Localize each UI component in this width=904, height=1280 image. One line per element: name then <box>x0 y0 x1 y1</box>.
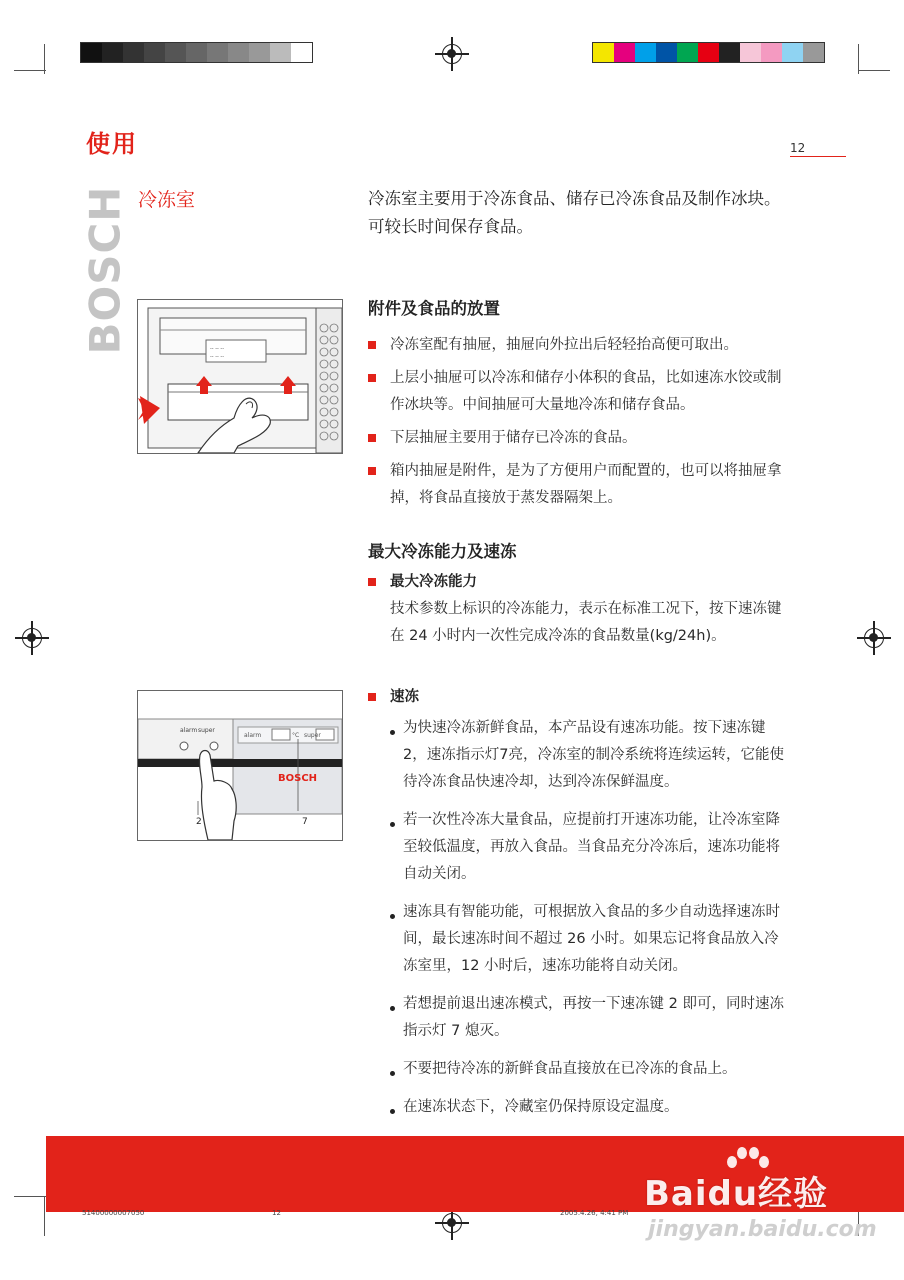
max-freeze-title: 最大冷冻能力及速冻 <box>368 542 517 561</box>
list-item: 若一次性冷冻大量食品，应提前打开速冻功能，让冷冻室降至较低温度，再放入食品。当食品充分冷冻后，速冻功能将自动关闭。 <box>390 807 788 888</box>
max-freeze-block <box>368 569 788 650</box>
registration-mark-bottom <box>442 1213 462 1233</box>
panel-super-label: super <box>304 732 321 739</box>
registration-mark-top <box>442 44 462 64</box>
callout-2: 2 <box>196 817 202 827</box>
quick-freeze-list <box>368 715 788 1121</box>
list-item: 若想提前退出速冻模式，再按一下速冻键 2 即可，同时速冻指示灯 7 熄灭。 <box>390 991 788 1045</box>
panel-alarm-label: alarm <box>244 732 262 739</box>
list-item: 上层小抽屉可以冷冻和储存小体积的食品，比如速冻水饺或制作冰块等。中间抽屉可大量地冷冻和储存食品。 <box>368 365 788 419</box>
registration-mark-right <box>864 628 884 648</box>
max-freeze-subtitle-row: 最大冷冻能力 <box>368 569 788 596</box>
super-label: super <box>198 727 215 734</box>
accessories-list <box>368 332 788 518</box>
svg-text:-- -- --: -- -- -- <box>210 354 225 360</box>
footer-timestamp: 2005.4.26, 4:41 PM <box>560 1209 629 1217</box>
list-item: 箱内抽屉是附件，是为了方便用户而配置的，也可以将抽屉拿掉，将食品直接放于蒸发器隔架上。 <box>368 458 788 512</box>
alarm-label: alarm <box>180 727 198 734</box>
registration-mark-left <box>22 628 42 648</box>
bosch-vertical-logo: BOSCH <box>80 185 130 355</box>
accessories-title: 附件及食品的放置 <box>368 299 500 318</box>
watermark-url: jingyan.baidu.com <box>648 1217 877 1242</box>
quick-freeze-subtitle-row: 速冻 <box>368 684 788 711</box>
list-item: 在速冻状态下，冷藏室仍保持原设定温度。 <box>390 1094 788 1121</box>
callout-7: 7 <box>302 817 308 827</box>
grayscale-color-bar <box>80 42 313 63</box>
drawer-illustration <box>137 299 343 454</box>
control-panel-illustration <box>137 690 343 841</box>
quick-freeze-block <box>368 684 788 1132</box>
list-item: 为快速冷冻新鲜食品，本产品设有速冻功能。按下速冻键2，速冻指示灯7亮，冷冻室的制冷系统将连续运转，它能使待冷冻食品快速冷却，达到冷冻保鲜温度。 <box>390 715 788 796</box>
page-number: 12 <box>790 141 846 157</box>
freezer-heading: 冷冻室 <box>138 189 196 211</box>
list-item: 下层抽屉主要用于储存已冷冻的食品。 <box>368 425 788 452</box>
panel-unit-label: °C <box>292 732 300 739</box>
svg-text:-- -- --: -- -- -- <box>210 346 225 352</box>
max-freeze-text: 技术参数上标识的冷冻能力，表示在标准工况下，按下速冻键在 24 小时内一次性完成冷冻的食品数量(kg/24h)。 <box>390 601 782 644</box>
list-item: 速冻具有智能功能，可根据放入食品的多少自动选择速冻时间，最长速冻时间不超过 26 小时。如果忘记将食品放入冷冻室里，12 小时后，速冻功能将自动关闭。 <box>390 899 788 980</box>
paw-icon <box>724 1146 770 1186</box>
section-title: 使用 <box>86 130 138 158</box>
baidu-watermark: Baidu经验 <box>644 1166 828 1215</box>
list-item: 冷冻室配有抽屉，抽屉向外拉出后轻轻抬高便可取出。 <box>368 332 788 359</box>
footer-page: 12 <box>272 1209 281 1217</box>
panel-brand-logo: BOSCH <box>278 773 318 784</box>
list-item: 不要把待冷冻的新鲜食品直接放在已冷冻的食品上。 <box>390 1056 788 1083</box>
process-color-bar <box>592 42 825 63</box>
intro-text: 冷冻室主要用于冷冻食品、储存已冷冻食品及制作冰块。可较长时间保存食品。 <box>368 189 781 236</box>
doc-code: 51400000007050 <box>82 1209 145 1217</box>
